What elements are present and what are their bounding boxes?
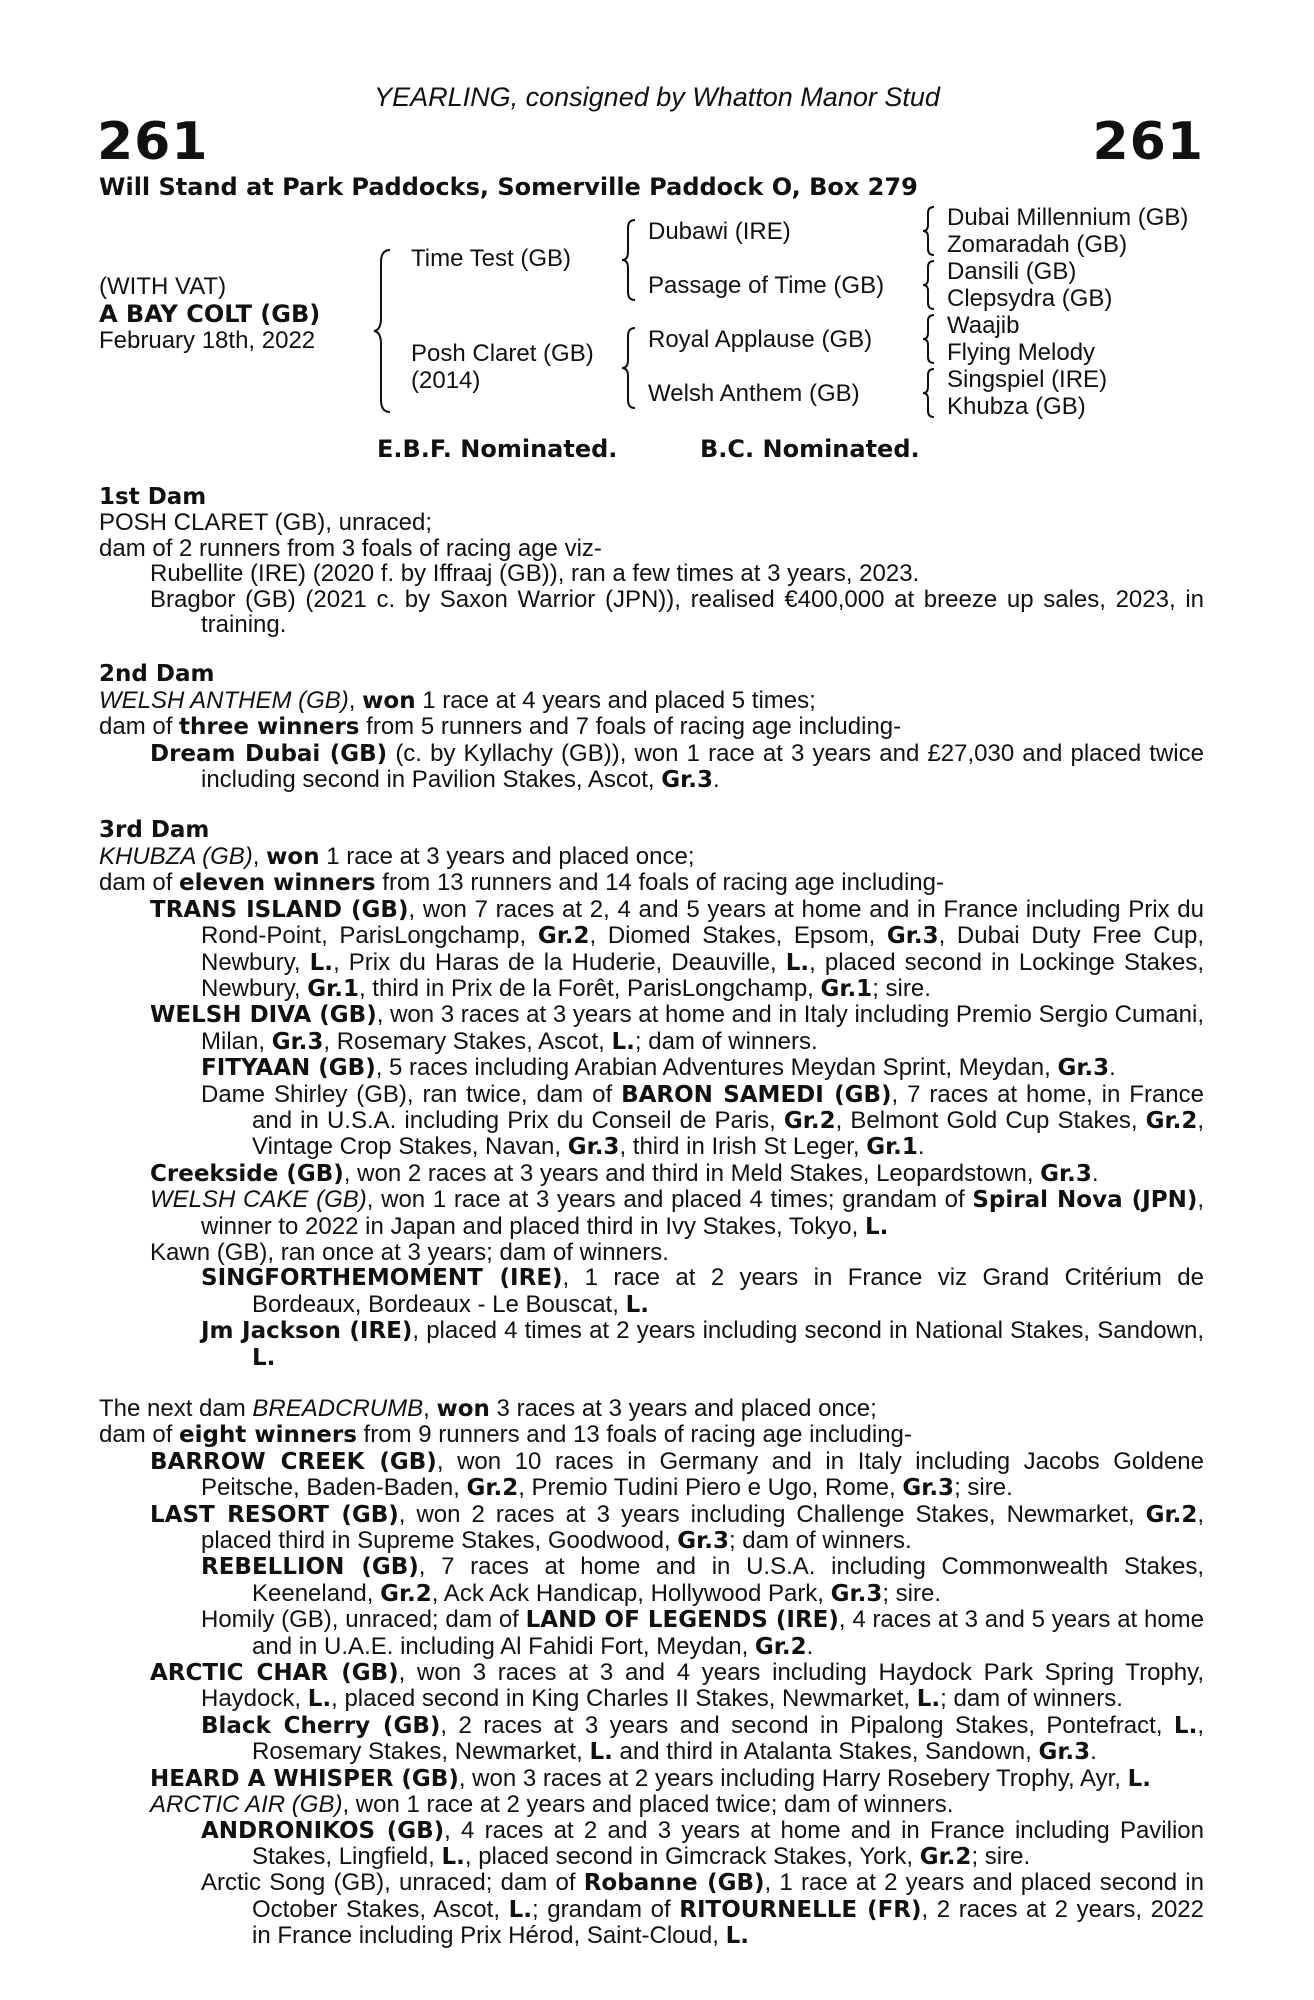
horse-bold: LAST RESORT (GB) <box>150 1501 399 1528</box>
text: dam of <box>99 713 180 741</box>
lot-number-left: 261 <box>97 112 209 172</box>
grand-ancestor-3: Dansili (GB) <box>947 258 1077 285</box>
stand-location: Will Stand at Park Paddocks, Somerville Paddock O, Box 279 <box>99 173 918 201</box>
grand-ancestor-5: Waajib <box>947 312 1020 339</box>
horse-bold: ARCTIC CHAR (GB) <box>150 1660 399 1687</box>
produce-creekside <box>99 1161 1204 1187</box>
first-dam-produce-intro: dam of 2 runners from 3 foals of racing age viz- <box>99 534 602 562</box>
text: . <box>712 766 720 794</box>
vat-note: (WITH VAT) <box>99 273 227 300</box>
grand-ancestor-7: Singspiel (IRE) <box>947 366 1108 393</box>
text: 1 race at 4 years and placed 5 times; <box>415 686 816 714</box>
text: Arctic Song (GB), unraced; dam of <box>201 1869 584 1897</box>
horse-bold: Creekside (GB) <box>150 1160 344 1187</box>
text: ; sire. <box>954 1474 1013 1502</box>
horse-bold: RITOURNELLE (FR) <box>679 1896 922 1923</box>
bc-nominated: B.C. Nominated. <box>700 435 920 463</box>
text: dam of <box>99 1421 180 1449</box>
produce-homily <box>99 1607 1204 1660</box>
produce-barrow-creek <box>99 1449 1204 1502</box>
next-dam-summary <box>99 1396 1204 1422</box>
grand-ancestor-2: Zomaradah (GB) <box>947 231 1128 258</box>
horse-bold: TRANS ISLAND (GB) <box>150 896 409 923</box>
sire-dam: Passage of Time (GB) <box>648 272 885 299</box>
text: . <box>1090 1738 1097 1766</box>
text: , won 2 races at 3 years including Challenge Stakes, Newmarket, <box>398 1500 1146 1528</box>
grade: L. <box>441 1843 465 1870</box>
grade: Gr.3 <box>902 1475 955 1502</box>
dam-name: Posh Claret (GB) <box>411 340 594 367</box>
produce-black-cherry <box>99 1713 1204 1766</box>
horse-italic: WELSH CAKE (GB) <box>150 1186 367 1214</box>
horse-bold: FITYAAN (GB) <box>201 1055 376 1082</box>
text: , placed 4 times at 2 years including second in National Stakes, Sandown, <box>412 1317 1204 1345</box>
brace-g1 <box>921 205 937 257</box>
text-bold: won <box>436 1396 490 1422</box>
grade: Gr.2 <box>537 923 590 950</box>
text: , Dubai Duty Free Cup, Newbury, <box>201 922 1204 976</box>
text: The next dam <box>99 1395 253 1422</box>
text: ; dam of winners. <box>940 1685 1123 1713</box>
text: , placed second in Gimcrack Stakes, York, <box>464 1842 920 1870</box>
brace-g4 <box>921 367 937 419</box>
grade: Gr.3 <box>886 923 939 950</box>
first-dam-heading: 1st Dam <box>99 484 207 510</box>
text: , <box>348 686 363 714</box>
produce-dream-dubai <box>99 741 1204 794</box>
text: , won 7 races at 2, 4 and 5 years at home and in France including Prix du Rond-Point, ParisLongchamp, <box>201 895 1204 950</box>
text: , 2 races at 2 years, 2022 in France including Prix Hérod, Saint-Cloud, <box>252 1895 1204 1950</box>
brace-sire <box>620 218 638 302</box>
horse-bold: SINGFORTHEMOMENT (IRE) <box>201 1265 563 1292</box>
text: , Diomed Stakes, Epsom, <box>589 922 887 950</box>
text: ; sire. <box>872 974 931 1002</box>
text: . <box>1091 1159 1099 1187</box>
grand-ancestor-8: Khubza (GB) <box>947 393 1086 420</box>
grade: Gr.3 <box>271 1028 324 1055</box>
grade: L. <box>589 1739 613 1766</box>
text: 3 races at 3 years and placed once; <box>489 1395 877 1422</box>
dam-dam: Welsh Anthem (GB) <box>648 380 860 407</box>
text: , won 2 races at 3 years and third in Meld Stakes, Leopardstown, <box>343 1159 1041 1187</box>
grade: L. <box>307 1686 332 1713</box>
grade: L. <box>1173 1712 1198 1739</box>
grade: Gr.3 <box>1038 1739 1091 1766</box>
text: ; sire. <box>971 1842 1031 1870</box>
text: . <box>1109 1054 1116 1082</box>
grade: Gr.2 <box>1145 1107 1198 1134</box>
dam-name-welsh-anthem: WELSH ANTHEM (GB) <box>99 686 349 714</box>
text: dam of <box>99 869 180 897</box>
grade: Gr.2 <box>466 1475 519 1502</box>
produce-welsh-diva <box>99 1002 1204 1055</box>
grade: Gr.3 <box>661 767 713 794</box>
produce-welsh-cake <box>99 1187 1204 1240</box>
text: , <box>252 842 267 870</box>
grade: L. <box>611 1028 635 1055</box>
horse-bold: ANDRONIKOS (GB) <box>201 1817 445 1844</box>
grand-ancestor-1: Dubai Millennium (GB) <box>947 204 1189 231</box>
produce-arctic-char <box>99 1660 1204 1713</box>
text: ; dam of winners. <box>728 1527 912 1555</box>
horse-bold: WELSH DIVA (GB) <box>150 1002 377 1029</box>
text: , won 3 races at 2 years including Harry Rosebery Trophy, Ayr, <box>458 1764 1128 1792</box>
grade: Gr.2 <box>919 1843 972 1870</box>
produce-singforthemoment <box>99 1265 1204 1318</box>
horse-bold: LAND OF LEGENDS (IRE) <box>525 1607 839 1634</box>
horse-italic: ARCTIC AIR (GB) <box>150 1791 343 1819</box>
grade: L. <box>309 949 334 976</box>
text: , third in Irish St Leger, <box>619 1133 867 1161</box>
text: Homily (GB), unraced; dam of <box>201 1606 526 1634</box>
produce-trans-island <box>99 897 1204 1003</box>
dam-sire: Royal Applause (GB) <box>648 326 873 353</box>
grand-ancestor-6: Flying Melody <box>947 339 1096 366</box>
next-dam-produce-intro <box>99 1422 1204 1448</box>
produce-record <box>99 485 1204 1950</box>
produce-andronikos <box>99 1818 1204 1871</box>
grand-ancestor-4: Clepsydra (GB) <box>947 285 1113 312</box>
grade: Gr.2 <box>754 1633 807 1660</box>
text: . <box>806 1632 814 1660</box>
text-bold: eleven winners <box>179 870 376 897</box>
sire-sire: Dubawi (IRE) <box>648 218 791 245</box>
grade: Gr.2 <box>1145 1501 1198 1528</box>
text: , won 1 race at 2 years and placed twice; dam of winners. <box>342 1791 954 1819</box>
text: , Premio Tudini Piero e Ugo, Rome, <box>518 1474 903 1502</box>
text: , 7 races at home and in U.S.A. including Commonwealth Stakes, Keeneland, <box>252 1553 1204 1607</box>
text-bold: won <box>362 687 416 714</box>
text: Dame Shirley (GB), ran twice, dam of <box>201 1080 622 1108</box>
text: , winner to 2022 in Japan and placed third in Ivy Stakes, Tokyo, <box>201 1186 1204 1240</box>
text: , third in Prix de la Forêt, ParisLongchamp, <box>358 974 821 1002</box>
produce-jm-jackson <box>99 1318 1204 1371</box>
text: , 5 races including Arabian Adventures Meydan Sprint, Meydan, <box>375 1054 1058 1082</box>
produce-arctic-air <box>99 1792 1204 1817</box>
text: , won 1 race at 3 years and placed 4 times; grandam of <box>366 1186 973 1214</box>
second-dam-produce-intro <box>99 714 1204 740</box>
produce-rubellite: Rubellite (IRE) (2020 f. by Iffraaj (GB)), ran a few times at 3 years, 2023. <box>150 560 920 588</box>
grade: Gr.3 <box>830 1580 883 1607</box>
text: , Vintage Crop Stakes, Navan, <box>252 1106 1204 1161</box>
horse-bold: BARROW CREEK (GB) <box>150 1448 437 1475</box>
grade: Gr.3 <box>1040 1160 1092 1187</box>
text: , won 3 races at 3 years at home and in Italy including Premio Sergio Cumani, Milan, <box>201 1001 1204 1055</box>
horse-bold: BARON SAMEDI (GB) <box>621 1081 892 1108</box>
third-dam-produce-intro <box>99 870 1204 896</box>
text: , Prix du Haras de la Huderie, Deauville, <box>333 948 786 976</box>
brace-g3 <box>921 313 937 365</box>
foaling-date: February 18th, 2022 <box>99 327 316 354</box>
first-dam-summary: POSH CLARET (GB), unraced; <box>99 509 432 537</box>
grade: Gr.1 <box>307 975 359 1002</box>
text: , Belmont Gold Cup Stakes, <box>835 1106 1146 1134</box>
text: , 1 race at 2 years and placed second in October Stakes, Ascot, <box>252 1869 1204 1923</box>
text: , 4 races at 2 and 3 years at home and in France including Pavilion Stakes, Lingfield, <box>252 1816 1204 1870</box>
text: ; grandam of <box>532 1895 680 1923</box>
grade: L. <box>916 1686 941 1713</box>
text: ; dam of winners. <box>634 1027 818 1055</box>
grade: L. <box>864 1213 889 1240</box>
horse-bold: Jm Jackson (IRE) <box>201 1318 413 1345</box>
horse-bold: HEARD A WHISPER (GB) <box>150 1765 459 1792</box>
text: and third in Atalanta Stakes, Sandown, <box>612 1738 1039 1766</box>
sire-name: Time Test (GB) <box>411 245 572 272</box>
text: , 1 race at 2 years in France viz Grand Critérium de Bordeaux, Bordeaux - Le Bouscat, <box>252 1264 1204 1318</box>
third-dam-heading: 3rd Dam <box>99 817 210 844</box>
grade: L. <box>625 1291 649 1318</box>
text: , placed third in Supreme Stakes, Goodwood, <box>201 1500 1204 1555</box>
grade: Gr.3 <box>567 1134 620 1161</box>
grade: L. <box>252 1344 276 1371</box>
text: from 13 runners and 14 foals of racing age including- <box>375 869 944 897</box>
text-bold: three winners <box>179 714 360 741</box>
produce-arctic-song <box>99 1870 1204 1949</box>
lot-number-right: 261 <box>1092 112 1204 172</box>
horse-bold: Black Cherry (GB) <box>201 1712 441 1739</box>
brace-dam <box>620 326 638 410</box>
grade: L. <box>508 1896 533 1923</box>
produce-heard-a-whisper <box>99 1766 1204 1792</box>
catalogue-subtitle: YEARLING, consigned by Whatton Manor Stud <box>374 82 940 112</box>
second-dam-heading: 2nd Dam <box>99 661 215 688</box>
grade: Gr.2 <box>783 1107 836 1134</box>
produce-rebellion <box>99 1554 1204 1607</box>
grade: Gr.2 <box>380 1580 432 1607</box>
grade: Gr.3 <box>1057 1055 1110 1082</box>
dam-name-khubza: KHUBZA (GB) <box>99 842 253 870</box>
text: , placed second in King Charles II Stakes, Newmarket, <box>331 1685 917 1713</box>
horse-name: A BAY COLT (GB) <box>99 300 321 328</box>
brace-g2 <box>921 259 937 311</box>
dam-name-breadcrumb: BREADCRUMB <box>252 1395 424 1422</box>
text: from 5 runners and 7 foals of racing age including- <box>359 713 902 741</box>
text: ; sire. <box>882 1579 942 1607</box>
grade: L. <box>785 949 810 976</box>
text: , 2 races at 3 years and second in Pipalong Stakes, Pontefract, <box>440 1711 1174 1739</box>
second-dam-summary <box>99 688 1204 714</box>
grade: Gr.1 <box>866 1134 918 1161</box>
produce-last-resort <box>99 1502 1204 1555</box>
dam-year: (2014) <box>411 367 481 394</box>
text: , Rosemary Stakes, Newmarket, <box>252 1711 1204 1766</box>
text: , placed second in Lockinge Stakes, Newbury, <box>201 948 1204 1002</box>
produce-bragbor: Bragbor (GB) (2021 c. by Saxon Warrior (JPN)), realised €400,000 at breeze up sales, 2023, in training. <box>150 585 1204 639</box>
horse-bold: Dream Dubai (GB) <box>150 740 388 767</box>
third-dam-summary <box>99 844 1204 870</box>
produce-kawn: Kawn (GB), ran once at 3 years; dam of winners. <box>150 1238 669 1266</box>
grade: L. <box>725 1923 749 1950</box>
horse-bold: Spiral Nova (JPN) <box>972 1187 1198 1214</box>
text-bold: won <box>266 843 320 870</box>
text: , Rosemary Stakes, Ascot, <box>323 1027 612 1055</box>
text: . <box>917 1133 925 1161</box>
text: , won 10 races in Germany and in Italy including Jacobs Goldene Peitsche, Baden-Baden, <box>201 1447 1204 1502</box>
text: from 9 runners and 13 foals of racing age including- <box>356 1421 912 1449</box>
horse-bold: REBELLION (GB) <box>201 1554 419 1581</box>
text-bold: eight winners <box>179 1422 357 1449</box>
text: , <box>423 1395 437 1422</box>
grade: Gr.3 <box>677 1528 729 1555</box>
text: , 4 races at 3 and 5 years at home and in U.A.E. including Al Fahidi Fort, Meydan, <box>252 1606 1205 1660</box>
grade: Gr.1 <box>820 975 873 1002</box>
text: , Ack Ack Handicap, Hollywood Park, <box>431 1579 831 1607</box>
ebf-nominated: E.B.F. Nominated. <box>377 435 618 463</box>
horse-bold: Robanne (GB) <box>583 1870 765 1897</box>
grade: L. <box>1127 1765 1152 1792</box>
text: 1 race at 3 years and placed once; <box>319 842 695 870</box>
text: , 7 races at home, in France and in U.S.A. including Prix du Conseil de Paris, <box>252 1080 1204 1134</box>
text: , won 3 races at 3 and 4 years including Haydock Park Spring Trophy, Haydock, <box>201 1659 1204 1713</box>
brace-main <box>372 248 394 414</box>
text: (c. by Kyllachy (GB)), won 1 race at 3 years and £27,030 and placed twice including second in Pavilion Stakes, Ascot, <box>201 739 1204 794</box>
produce-dame-shirley <box>99 1082 1204 1161</box>
produce-fityaan <box>99 1055 1204 1081</box>
